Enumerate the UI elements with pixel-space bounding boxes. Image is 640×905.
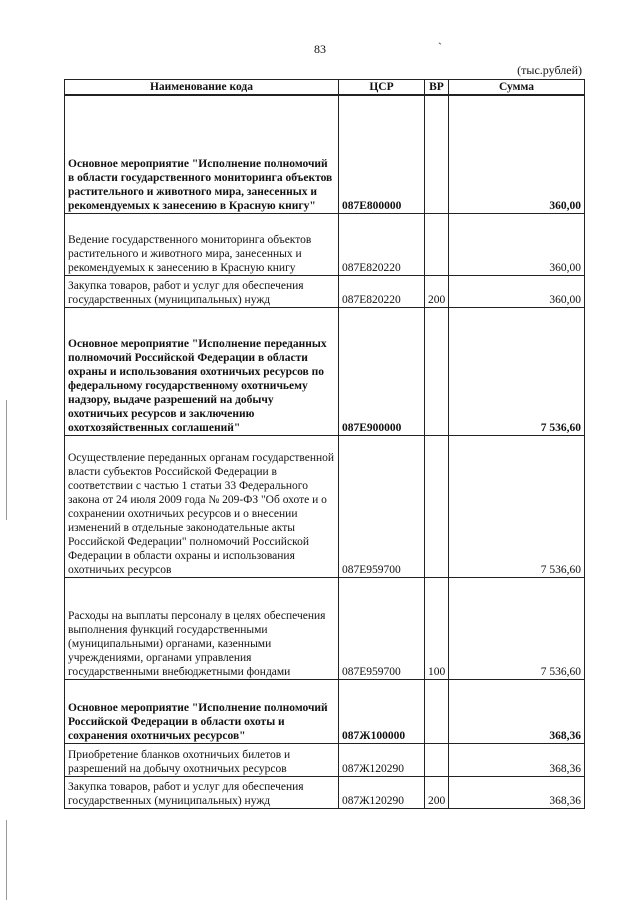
column-header-name: Наименование кода (65, 80, 339, 96)
row-sum: 360,00 (449, 213, 585, 275)
row-vr: 200 (425, 776, 449, 808)
row-vr (425, 95, 449, 213)
row-vr (425, 307, 449, 435)
row-vr (425, 743, 449, 776)
page-mark: ` (438, 40, 442, 54)
row-name: Закупка товаров, работ и услуг для обеспечения государственных (муниципальных) нужд (65, 275, 339, 307)
row-vr (425, 435, 449, 577)
page-number: 83 (314, 42, 326, 56)
row-vr (425, 679, 449, 743)
row-name: Основное мероприятие "Исполнение полномочий Российской Федерации в области охоты и сохранения охотничьих ресурсов" (65, 679, 339, 743)
column-header-sum: Сумма (449, 80, 585, 96)
table-row (65, 776, 585, 808)
table-header-row (65, 80, 585, 96)
table-row (65, 435, 585, 577)
row-vr: 200 (425, 275, 449, 307)
row-name: Расходы на выплаты персоналу в целях обеспечения выполнения функций государственными (муниципальными) органами, казенными учреждениями, органами управления государственными внебюджетными фондами (65, 577, 339, 679)
column-header-vr: ВР (425, 80, 449, 96)
row-sum: 360,00 (449, 275, 585, 307)
row-name: Осуществление переданных органам государственной власти субъектов Российской Федерации в соответствии с частью 1 статьи 33 Федерального закона от 24 июля 2009 года № 209-ФЗ "Об охоте и о сохранении охотничьих ресурсов и о внесении изменений в отдельные законодательные акты Российской Федерации" полномочий Российской Федерации в области охраны и использования охотничьих ресурсов (65, 435, 339, 577)
table-row (65, 95, 585, 213)
row-sum: 368,36 (449, 743, 585, 776)
row-name: Основное мероприятие "Исполнение переданных полномочий Российской Федерации в области охраны и использования охотничьих ресурсов по федеральному государственному охотничьему надзору, выдаче разрешений на добычу охотничьих ресурсов и заключению охотхозяйственных соглашений" (65, 307, 339, 435)
row-name: Ведение государственного мониторинга объектов растительного и животного мира, занесенных и рекомендуемых к занесению в Красную книгу (65, 213, 339, 275)
row-sum: 360,00 (449, 95, 585, 213)
row-sum: 368,36 (449, 776, 585, 808)
row-csr: 087Ж120290 (339, 743, 425, 776)
row-sum: 7 536,60 (449, 435, 585, 577)
row-sum: 7 536,60 (449, 307, 585, 435)
row-csr: 087Ж100000 (339, 679, 425, 743)
row-sum: 368,36 (449, 679, 585, 743)
row-csr: 087E900000 (339, 307, 425, 435)
table-row (65, 213, 585, 275)
table-row (65, 307, 585, 435)
row-csr: 087E959700 (339, 435, 425, 577)
row-csr: 087E820220 (339, 275, 425, 307)
units-label: (тыс.рублей) (517, 63, 582, 77)
row-csr: 087Ж120290 (339, 776, 425, 808)
budget-table (64, 79, 585, 809)
row-name: Приобретение бланков охотничьих билетов и разрешений на добычу охотничьих ресурсов (65, 743, 339, 776)
table-row (65, 275, 585, 307)
row-vr: 100 (425, 577, 449, 679)
scan-edge-line (6, 820, 7, 900)
table-row (65, 679, 585, 743)
row-name: Закупка товаров, работ и услуг для обеспечения государственных (муниципальных) нужд (65, 776, 339, 808)
row-vr (425, 213, 449, 275)
row-sum: 7 536,60 (449, 577, 585, 679)
table-row (65, 577, 585, 679)
row-csr: 087E959700 (339, 577, 425, 679)
row-csr: 087E800000 (339, 95, 425, 213)
row-csr: 087E820220 (339, 213, 425, 275)
column-header-csr: ЦСР (339, 80, 425, 96)
row-name: Основное мероприятие "Исполнение полномочий в области государственного мониторинга объектов растительного и животного мира, занесенных и рекомендуемых к занесению в Красную книгу" (65, 95, 339, 213)
scan-edge-line (6, 400, 7, 520)
table-row (65, 743, 585, 776)
